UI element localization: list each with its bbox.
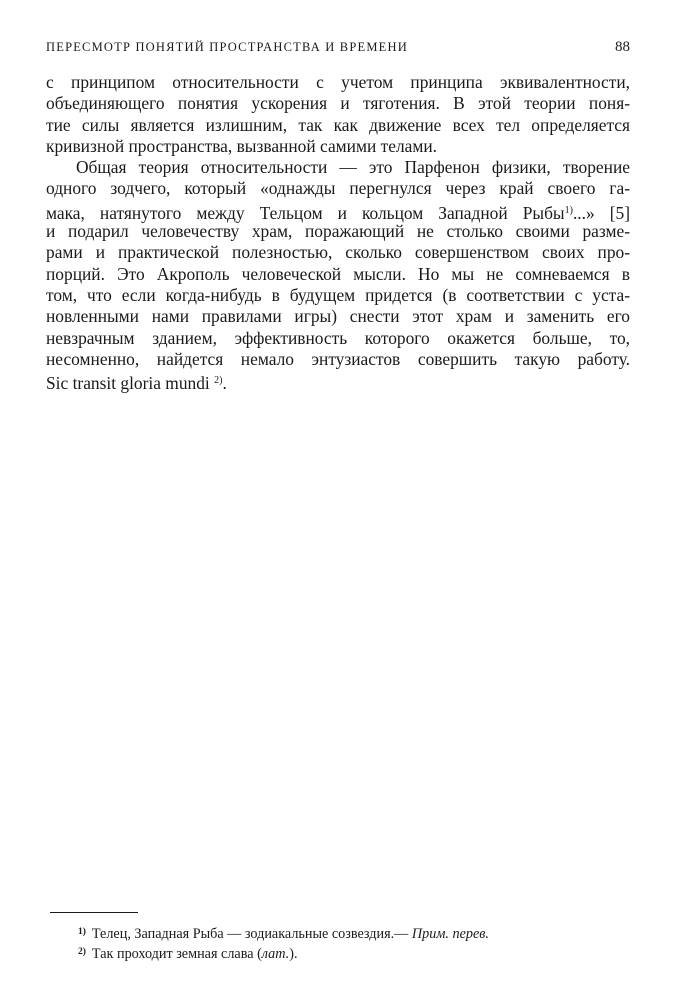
footnote-1 <box>78 922 638 942</box>
text-line: том, что если когда-нибудь в будущем придется (в соответствии с уста- <box>46 284 630 305</box>
text-line: невзрачным зданием, эффективность которого окажется больше, то, <box>46 327 630 348</box>
text-line: Общая теория относительности — это Парфенон физики, творение <box>76 157 630 178</box>
text-fragment: . <box>222 373 227 394</box>
footnote-tail: ). <box>289 946 298 962</box>
footnote-rule <box>50 912 138 913</box>
footnote-2 <box>78 942 638 962</box>
running-title: ПЕРЕСМОТР ПОНЯТИЙ ПРОСТРАНСТВА И ВРЕМЕНИ <box>46 40 408 54</box>
text-line: порций. Это Акрополь человеческой мысли. Но мы не сомневаемся в <box>46 263 630 284</box>
page-number: 88 <box>615 39 630 55</box>
footnote-mark: 2) <box>78 947 86 957</box>
latin-phrase: Sic transit gloria mundi <box>46 373 210 394</box>
footnotes <box>78 922 638 962</box>
text-line: тие силы является излишним, так как движение всех тел определяется <box>46 114 630 135</box>
text-fragment: ...» [5] <box>572 202 630 223</box>
footnote-text: Так проходит земная слава ( <box>91 946 262 962</box>
body-text <box>46 72 630 394</box>
text-line: рами и практической полезностью, сколько совершенством своих про- <box>46 242 630 263</box>
footnote-ref-1: 1) <box>564 204 573 216</box>
text-line <box>46 200 630 221</box>
footnote-mark: 1) <box>78 927 86 937</box>
text-line: одного зодчего, который «однажды перегнулся через край своего га- <box>46 178 630 199</box>
text-line: с принципом относительности с учетом принципа эквивалентности, <box>46 72 630 92</box>
footnote-ref-2: 2) <box>214 375 223 387</box>
text-line: объединяющего понятия ускорения и тяготения. В этой теории поня- <box>46 93 630 114</box>
text-line: новленными нами правилами игры) снести этот храм и заменить его <box>46 306 630 327</box>
running-head <box>46 40 630 60</box>
text-fragment: мака, натянутого между Тельцом и кольцом Западной Рыбы <box>46 202 565 223</box>
footnote-text: Телец, Западная Рыба — зодиакальные созвездия.— <box>91 926 412 942</box>
text-line: несомненно, найдется немало энтузиастов совершить такую работу. <box>46 348 630 369</box>
footnote-note: лат. <box>261 946 290 962</box>
text-line <box>46 370 630 394</box>
footnote-note: Прим. перев. <box>411 926 489 942</box>
text-line: и подарил человечеству храм, поражающий не столько своими разме- <box>46 221 630 242</box>
text-line: кривизной пространства, вызванной самими телами. <box>46 135 438 156</box>
